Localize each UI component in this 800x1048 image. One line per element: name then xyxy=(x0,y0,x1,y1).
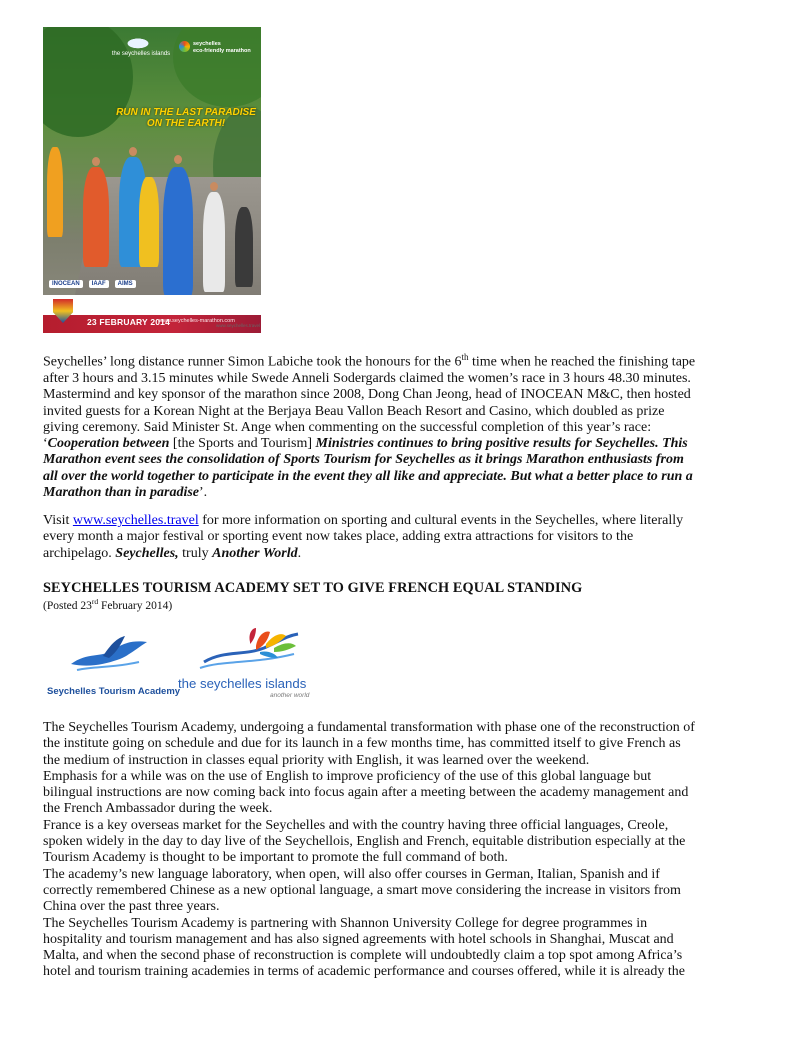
runner-head xyxy=(210,182,218,191)
article2-line: correctly remembered Chinese as a new optional language, a smart move considering the increase in visitors from xyxy=(43,882,681,898)
article1-paragraph xyxy=(43,349,759,501)
article1-line: Seychelles’ long distance runner Simon Labiche took the honours for the 6 xyxy=(43,354,462,370)
article2-line: the medium of instruction in classes equal priority with English, it was learned over the weekend. xyxy=(43,752,590,768)
poster-url: www.seychelles-marathon.com xyxy=(159,318,235,324)
brand-seychelles: Seychelles, xyxy=(115,545,179,561)
marathon-logo-icon xyxy=(179,41,190,52)
article2-line: The Seychelles Tourism Academy is partnering with Shannon University College for degree programmes in xyxy=(43,915,648,931)
tourism-academy-logo xyxy=(47,632,181,702)
article2-body xyxy=(43,720,759,981)
brand-another-world: Another World xyxy=(212,545,298,561)
quote-text: Ministries continues to bring positive results for Seychelles. This xyxy=(315,436,688,452)
seychelles-islands-logo xyxy=(178,628,318,706)
poster-marathon-logo xyxy=(193,41,257,55)
visit-text: archipelago. xyxy=(43,545,116,561)
visit-text: Visit xyxy=(43,513,73,528)
article2-line: Malta, and when the second phase of reconstruction is complete will undoubtedly claim a top spot among Africa’s xyxy=(43,948,683,964)
poster-headline: RUN IN THE LAST PARADISE ON THE EARTH! xyxy=(116,107,256,129)
runner-figure xyxy=(235,207,253,287)
runner-figure xyxy=(203,192,225,292)
poster-seychelles-logo xyxy=(111,35,171,75)
posted-text: February 2014) xyxy=(98,599,173,612)
ordinal-suffix: th xyxy=(461,352,469,362)
article2-line: China over the past three years. xyxy=(43,899,220,915)
sponsor-iaaf: IAAF xyxy=(89,280,109,288)
article2-line: hotel and tourism training academies in terms of academic performance and courses offered, while it is already the xyxy=(43,964,685,980)
article2-line: hospitality and tourism management and has also signed agreements with hotel schools in Shanghai, Muscat and xyxy=(43,931,674,947)
islands-logo-text: the seychelles islands xyxy=(178,676,307,691)
poster-date: 23 FEBRUARY 2014 xyxy=(87,317,171,327)
quote-text: all over the world together to participate in the event they all like and appreciate. But what a better place to run a xyxy=(43,468,693,484)
article2-posted-date xyxy=(43,597,172,612)
quote-text: Marathon event sees the consolidation of Sports Tourism for Seychelles as it brings Marathon enthusiasts from xyxy=(43,452,684,468)
ordinal-suffix: rd xyxy=(91,597,99,606)
sponsor-aims: AIMS xyxy=(115,280,136,288)
runner-head xyxy=(129,147,137,156)
islands-bird-icon xyxy=(194,628,304,676)
quote-text: Cooperation between xyxy=(47,436,170,452)
article1-line: time when he reached the finishing tape xyxy=(468,354,696,370)
runner-figure xyxy=(47,147,63,237)
visit-text: every month a major festival or sporting event now takes place, adding extra attractions for visitors to the xyxy=(43,529,634,545)
runner-figure xyxy=(83,167,109,267)
runner-figure xyxy=(139,177,159,267)
article2-line: The Seychelles Tourism Academy, undergoing a fundamental transformation with phase one of the reconstruction of xyxy=(43,720,695,735)
poster-small-url: www.seychelles.travel xyxy=(216,323,261,328)
quote-insert: [the Sports and Tourism] xyxy=(169,436,316,452)
visit-text: truly xyxy=(178,545,213,561)
article1-line: giving ceremony. Said Minister St. Ange when commenting on the successful completion of this year’s race: xyxy=(43,419,652,435)
seychelles-travel-link[interactable]: www.seychelles.travel xyxy=(72,513,199,528)
runner-figure xyxy=(163,167,193,297)
posted-text: (Posted 23 xyxy=(43,599,92,612)
visit-text: for more information on sporting and cultural events in the Seychelles, where literally xyxy=(198,513,684,528)
quote-close: ’. xyxy=(199,485,208,501)
article2-line: Tourism Academy is thought to be important to promote the full command of both. xyxy=(43,850,508,866)
runner-head xyxy=(174,155,182,164)
visit-paragraph xyxy=(43,513,759,562)
academy-bird-icon xyxy=(67,634,151,676)
academy-logo-text: Seychelles Tourism Academy xyxy=(47,686,181,697)
article1-line: invited guests for a Korean Night at the Berjaya Beau Vallon Beach Resort and Casino, which doubled as prize xyxy=(43,403,665,419)
visit-text: . xyxy=(297,545,302,561)
bird-logo-icon xyxy=(126,35,156,49)
poster-logo-right-line2: eco-friendly marathon xyxy=(193,48,251,54)
article2-line: bilingual instructions are now coming back into focus again after a meeting between the academy management and xyxy=(43,785,689,801)
islands-logo-subtext: another world xyxy=(270,692,310,699)
marathon-poster-image xyxy=(43,27,261,333)
poster-logo-left-text: the seychelles islands xyxy=(111,51,171,57)
runner-head xyxy=(92,157,100,166)
article1-line: Mastermind and key sponsor of the marathon since 2008, Dong Chan Jeong, head of INOCEAN M&C, then hosted xyxy=(43,387,691,403)
article2-line: spoken widely in the day to day live of the Seychellois, English and French, equitable distribution especially at the xyxy=(43,834,686,850)
article2-line: France is a key overseas market for the Seychelles and with the country having three official languages, Creole, xyxy=(43,817,669,833)
article2-headline: SEYCHELLES TOURISM ACADEMY SET TO GIVE FRENCH EQUAL STANDING xyxy=(43,580,583,596)
article2-line: The academy’s new language laboratory, when open, will also offer courses in German, Italian, Spanish and if xyxy=(43,866,660,882)
poster-sponsor-logos xyxy=(49,277,136,291)
quote-open: ‘ xyxy=(43,436,48,452)
article2-line: the institute going on schedule and due for its launch in a few months time, has committed itself to give French as xyxy=(43,736,681,752)
quote-text: Marathon than in paradise xyxy=(43,485,199,501)
poster-logo-right-line1: seychelles xyxy=(193,41,221,47)
sponsor-inocean: INOCEAN xyxy=(49,280,83,288)
article2-line: Emphasis for a while was on the use of English to improve proficiency of the use of this global language but xyxy=(43,768,652,784)
article2-line: the French Ambassador during the week. xyxy=(43,801,273,817)
article1-line: after 3 hours and 3.15 minutes while Swede Anneli Sodergards claimed the women’s race in 3 hours 48.30 minutes. xyxy=(43,370,691,386)
